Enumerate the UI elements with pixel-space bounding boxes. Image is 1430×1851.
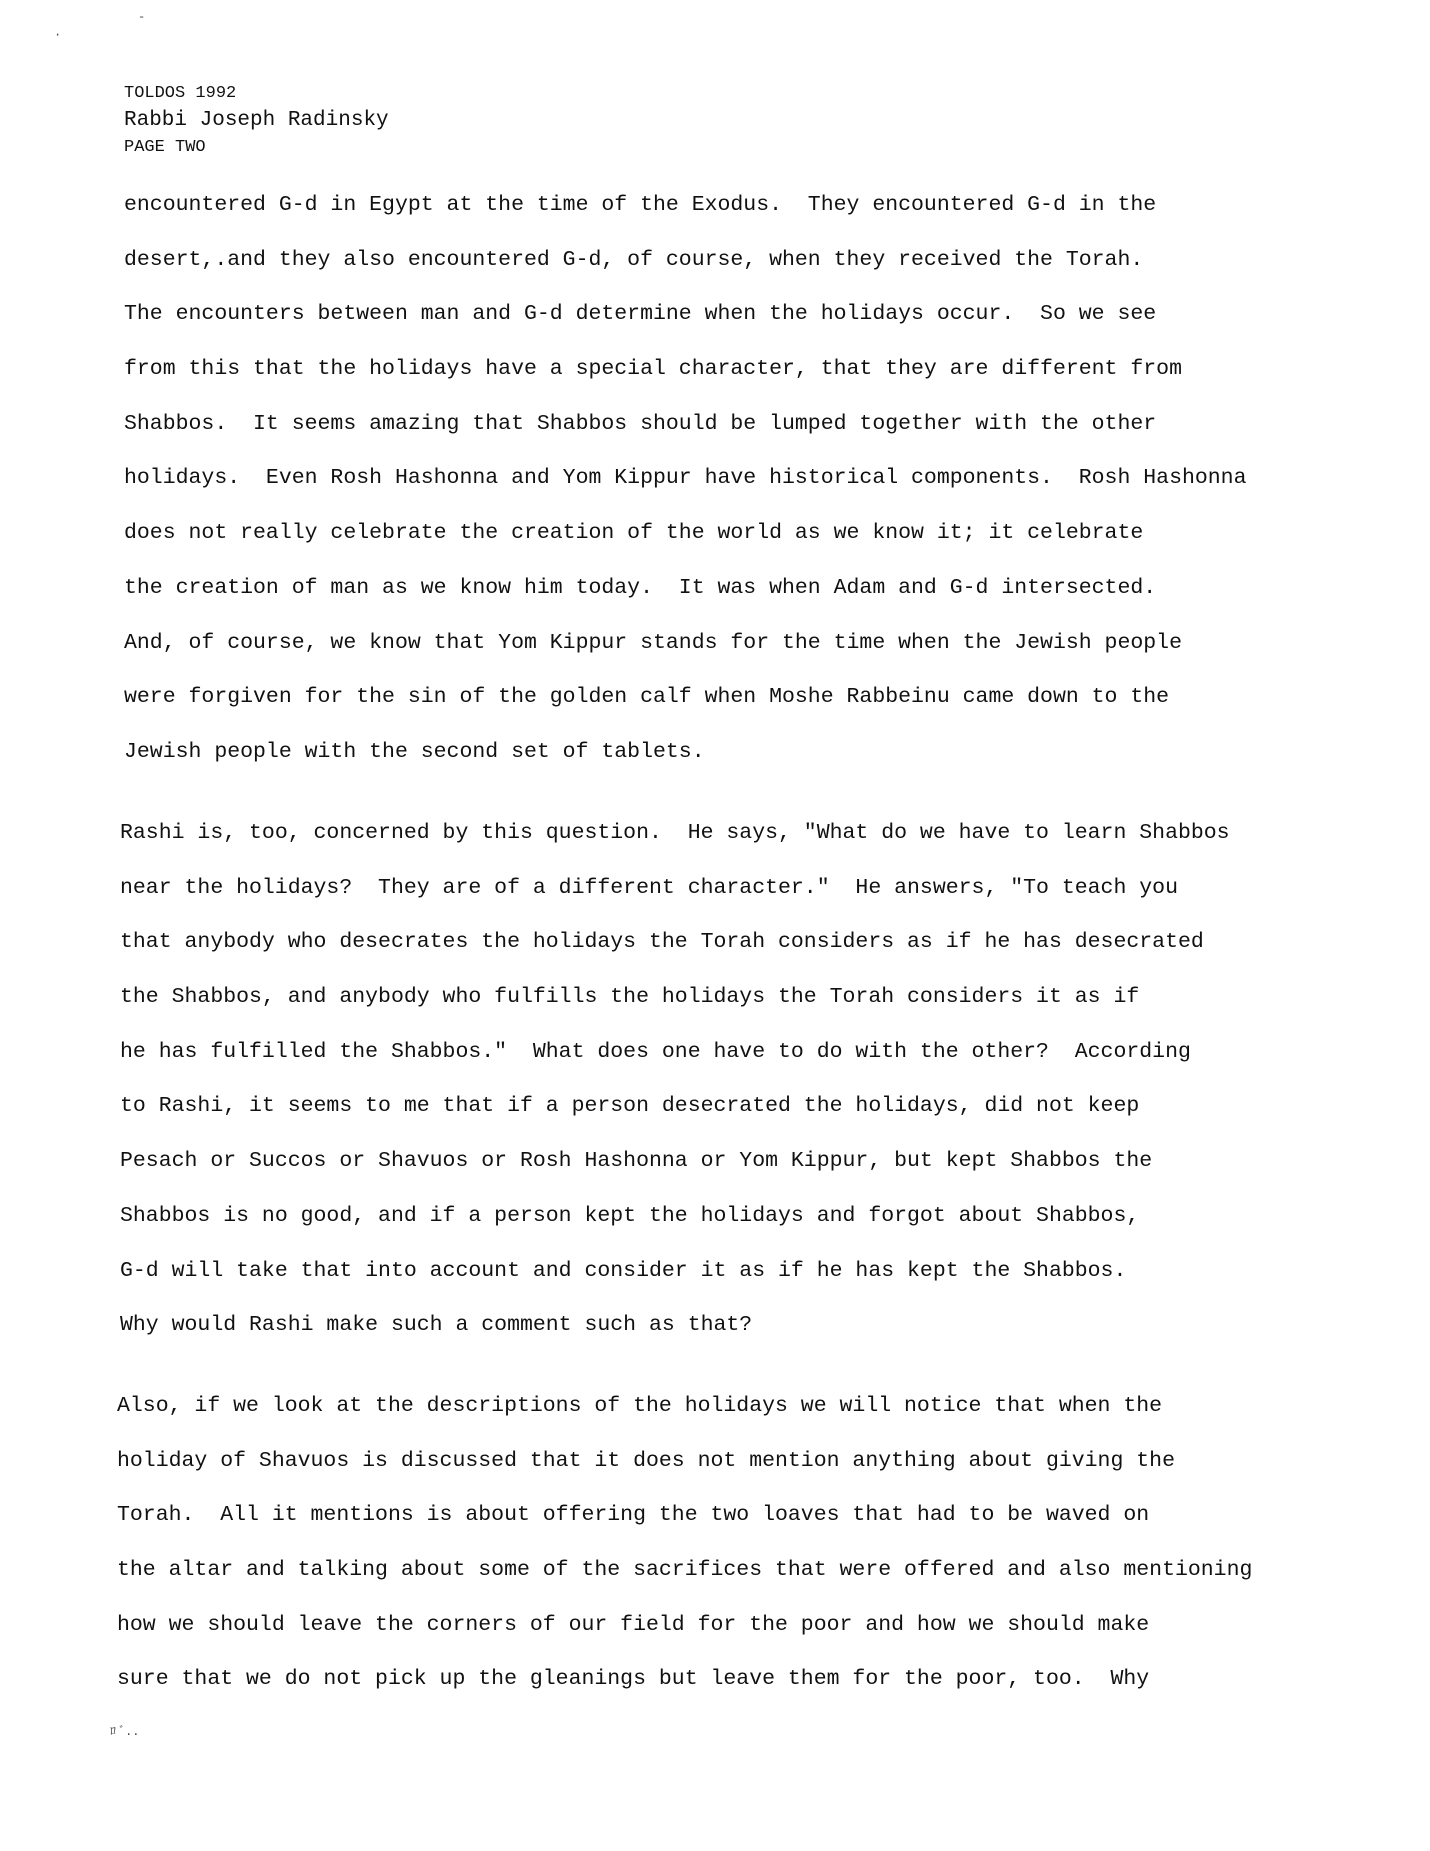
text-line: from this that the holidays have a special character, that they are different from	[124, 357, 1182, 382]
paragraph-1	[124, 178, 1246, 780]
document-header	[124, 80, 389, 161]
text-line: holidays. Even Rosh Hashonna and Yom Kippur have historical components. Rosh Hashonna	[124, 466, 1247, 491]
text-line: desert,.and they also encountered G-d, of course, when they received the Torah.	[124, 247, 1144, 272]
header-title: TOLDOS 1992	[124, 84, 237, 103]
text-line: G-d will take that into account and consider it as if he has kept the Shabbos.	[120, 1258, 1127, 1283]
text-line: near the holidays? They are of a different character." He answers, "To teach you	[120, 875, 1178, 900]
text-line: how we should leave the corners of our field for the poor and how we should make	[117, 1612, 1150, 1637]
text-line: he has fulfilled the Shabbos." What does one have to do with the other? According	[120, 1039, 1191, 1064]
scan-speck: ·	[54, 28, 62, 42]
text-line: The encounters between man and G-d determine when the holidays occur. So we see	[124, 302, 1157, 327]
text-line: Also, if we look at the descriptions of the holidays we will notice that when the	[117, 1394, 1163, 1418]
paragraph-2	[120, 806, 1230, 1353]
text-line: the Shabbos, and anybody who fulfills the holidays the Torah considers it as if	[120, 985, 1140, 1010]
text-line: does not really celebrate the creation of the world as we know it; it celebrate	[124, 521, 1144, 546]
scan-smudge: ﾛ ﾞ..	[110, 1725, 140, 1739]
text-line: Torah. All it mentions is about offering the two loaves that had to be waved on	[117, 1503, 1150, 1528]
text-line: the creation of man as we know him today. It was when Adam and G-d intersected.	[124, 575, 1157, 600]
paragraph-3	[117, 1379, 1252, 1707]
text-line: Shabbos is no good, and if a person kept the holidays and forgot about Shabbos,	[120, 1203, 1140, 1228]
text-line: that anybody who desecrates the holidays the Torah considers as if he has desecrated	[120, 930, 1204, 955]
header-page: PAGE TWO	[124, 138, 206, 157]
scan-speck: -	[138, 10, 146, 24]
text-line: Rashi is, too, concerned by this question. He says, "What do we have to learn Shabbos	[120, 821, 1230, 845]
text-line: Pesach or Succos or Shavuos or Rosh Hashonna or Yom Kippur, but kept Shabbos the	[120, 1149, 1153, 1174]
text-line: holiday of Shavuos is discussed that it does not mention anything about giving the	[117, 1448, 1175, 1473]
text-line: Why would Rashi make such a comment such as that?	[120, 1313, 753, 1338]
text-line: Jewish people with the second set of tablets.	[124, 739, 705, 764]
text-line: sure that we do not pick up the gleanings but leave them for the poor, too. Why	[117, 1667, 1150, 1692]
text-line: to Rashi, it seems to me that if a person desecrated the holidays, did not keep	[120, 1094, 1140, 1119]
text-line: encountered G-d in Egypt at the time of the Exodus. They encountered G-d in the	[124, 193, 1157, 217]
text-line: the altar and talking about some of the sacrifices that were offered and also mentioning	[117, 1558, 1253, 1583]
header-author: Rabbi Joseph Radinsky	[124, 109, 389, 132]
text-line: were forgiven for the sin of the golden calf when Moshe Rabbeinu came down to the	[124, 685, 1170, 710]
text-line: Shabbos. It seems amazing that Shabbos should be lumped together with the other	[124, 411, 1157, 436]
text-line: And, of course, we know that Yom Kippur stands for the time when the Jewish people	[124, 630, 1182, 655]
